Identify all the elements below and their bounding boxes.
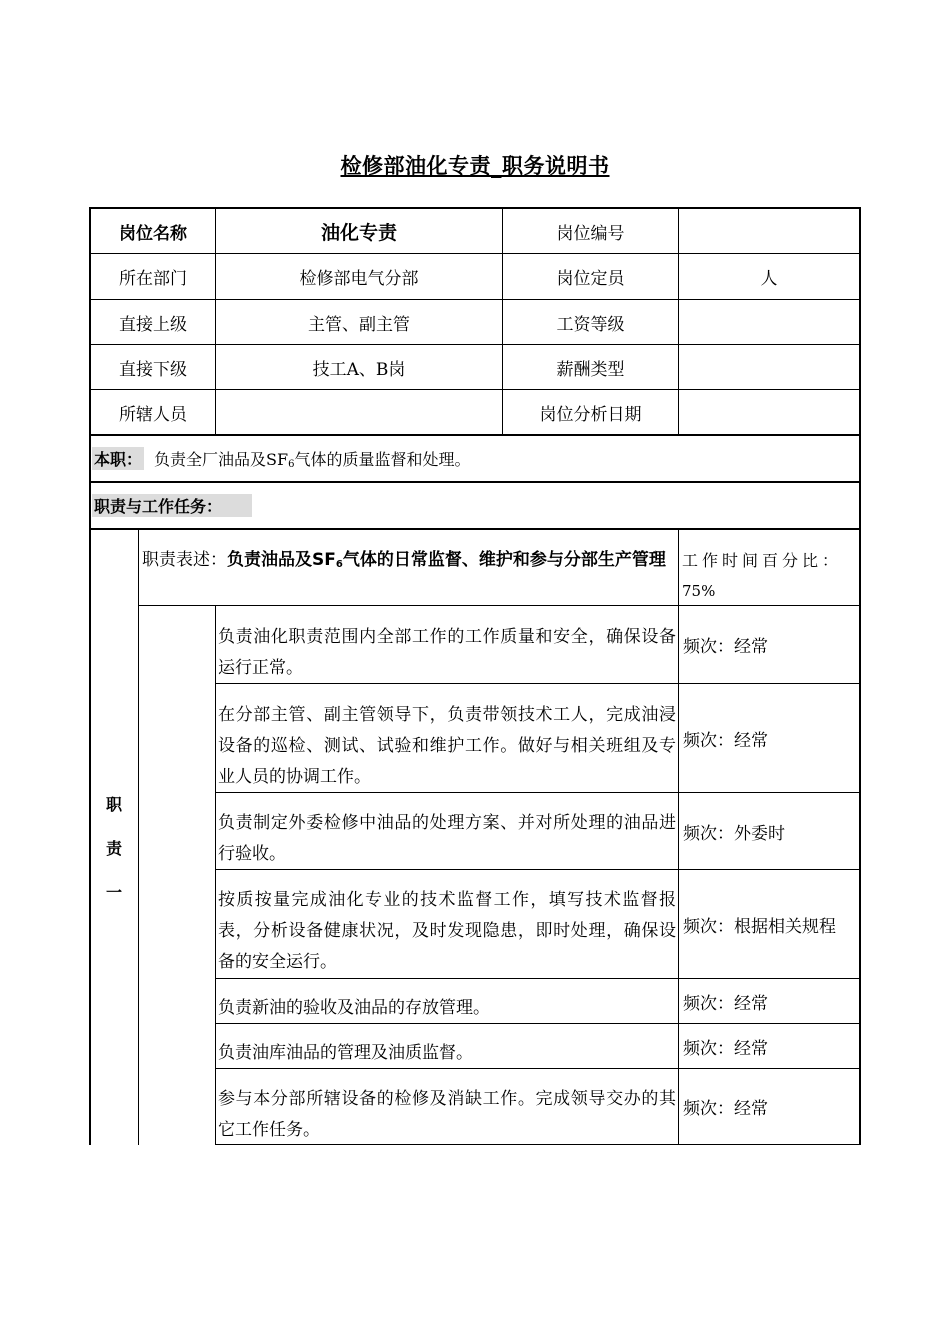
label-analysis-date: 岗位分析日期 <box>539 404 642 425</box>
label-headcount: 岗位定员 <box>556 269 625 289</box>
section-label-char-3: 一 <box>105 883 122 902</box>
label-pay-type: 薪酬类型 <box>556 359 625 380</box>
value-position-code <box>679 209 859 253</box>
label-salary-grade: 工资等级 <box>556 314 625 335</box>
task-item: 负责新油的验收及油品的存放管理。 <box>218 998 490 1018</box>
duty-label: 本职： <box>92 447 144 470</box>
value-position-name: 油化专责 <box>320 221 397 244</box>
task-frequency: 频次：经常 <box>683 730 768 751</box>
task-item: 参与本分部所辖设备的检修及消缺工作。完成领导交办的其它工作任务。 <box>218 1089 676 1140</box>
work-time-percentage: 工作时间百分比： 75% <box>682 551 843 600</box>
label-position-name: 岗位名称 <box>119 223 187 244</box>
task-frequency: 频次：经常 <box>683 1099 768 1119</box>
task-item: 负责制定外委检修中油品的处理方案、并对所处理的油品进行验收。 <box>218 813 676 864</box>
label-direct-subordinate: 直接下级 <box>119 359 187 380</box>
value-analysis-date <box>679 390 859 434</box>
document-title: 检修部油化专责_职务说明书 <box>340 154 610 178</box>
value-staff-managed <box>216 390 502 434</box>
task-frequency: 频次：根据相关规程 <box>683 916 836 937</box>
section-label-char-1: 职 <box>105 795 122 814</box>
value-direct-superior: 主管、副主管 <box>308 314 410 335</box>
responsibility-description: 职责表述：负责油品及$SF_6$气体的日常监督、维护和参与分部生产管理 <box>142 550 666 570</box>
value-pay-type <box>679 345 859 389</box>
value-direct-subordinate: 技工A、B岗 <box>312 359 406 380</box>
value-headcount: 人 <box>760 269 778 289</box>
section-label-char-2: 责 <box>105 839 122 858</box>
label-position-code: 岗位编号 <box>556 223 625 244</box>
task-frequency: 频次：经常 <box>683 637 768 657</box>
label-direct-superior: 直接上级 <box>119 314 187 335</box>
task-item: 按质按量完成油化专业的技术监督工作，填写技术监督报表，分析设备健康状况，及时发现隐患，即时处理，确保设备的安全运行。 <box>218 890 676 972</box>
duty-text: 负责全厂油品及$SF_6$气体的质量监督和处理。 <box>154 450 471 470</box>
duty-row <box>92 436 857 481</box>
task-frequency: 频次：经常 <box>683 1038 768 1059</box>
task-item: 负责油化职责范围内全部工作的工作质量和安全，确保设备运行正常。 <box>218 627 676 678</box>
value-department: 检修部电气分部 <box>299 269 419 289</box>
task-frequency: 频次：经常 <box>683 993 768 1014</box>
responsibilities-label: 职责与工作任务： <box>92 494 252 517</box>
task-item: 负责油库油品的管理及油质监督。 <box>218 1043 473 1063</box>
task-item: 在分部主管、副主管领导下，负责带领技术工人，完成油浸设备的巡检、测试、试验和维护工作。做好与相关班组及专业人员的协调工作。 <box>218 705 676 787</box>
task-frequency: 频次：外委时 <box>683 823 785 844</box>
label-department: 所在部门 <box>119 269 187 289</box>
responsibilities-row <box>92 483 857 528</box>
label-staff-managed: 所辖人员 <box>119 404 187 425</box>
value-salary-grade <box>679 300 859 344</box>
